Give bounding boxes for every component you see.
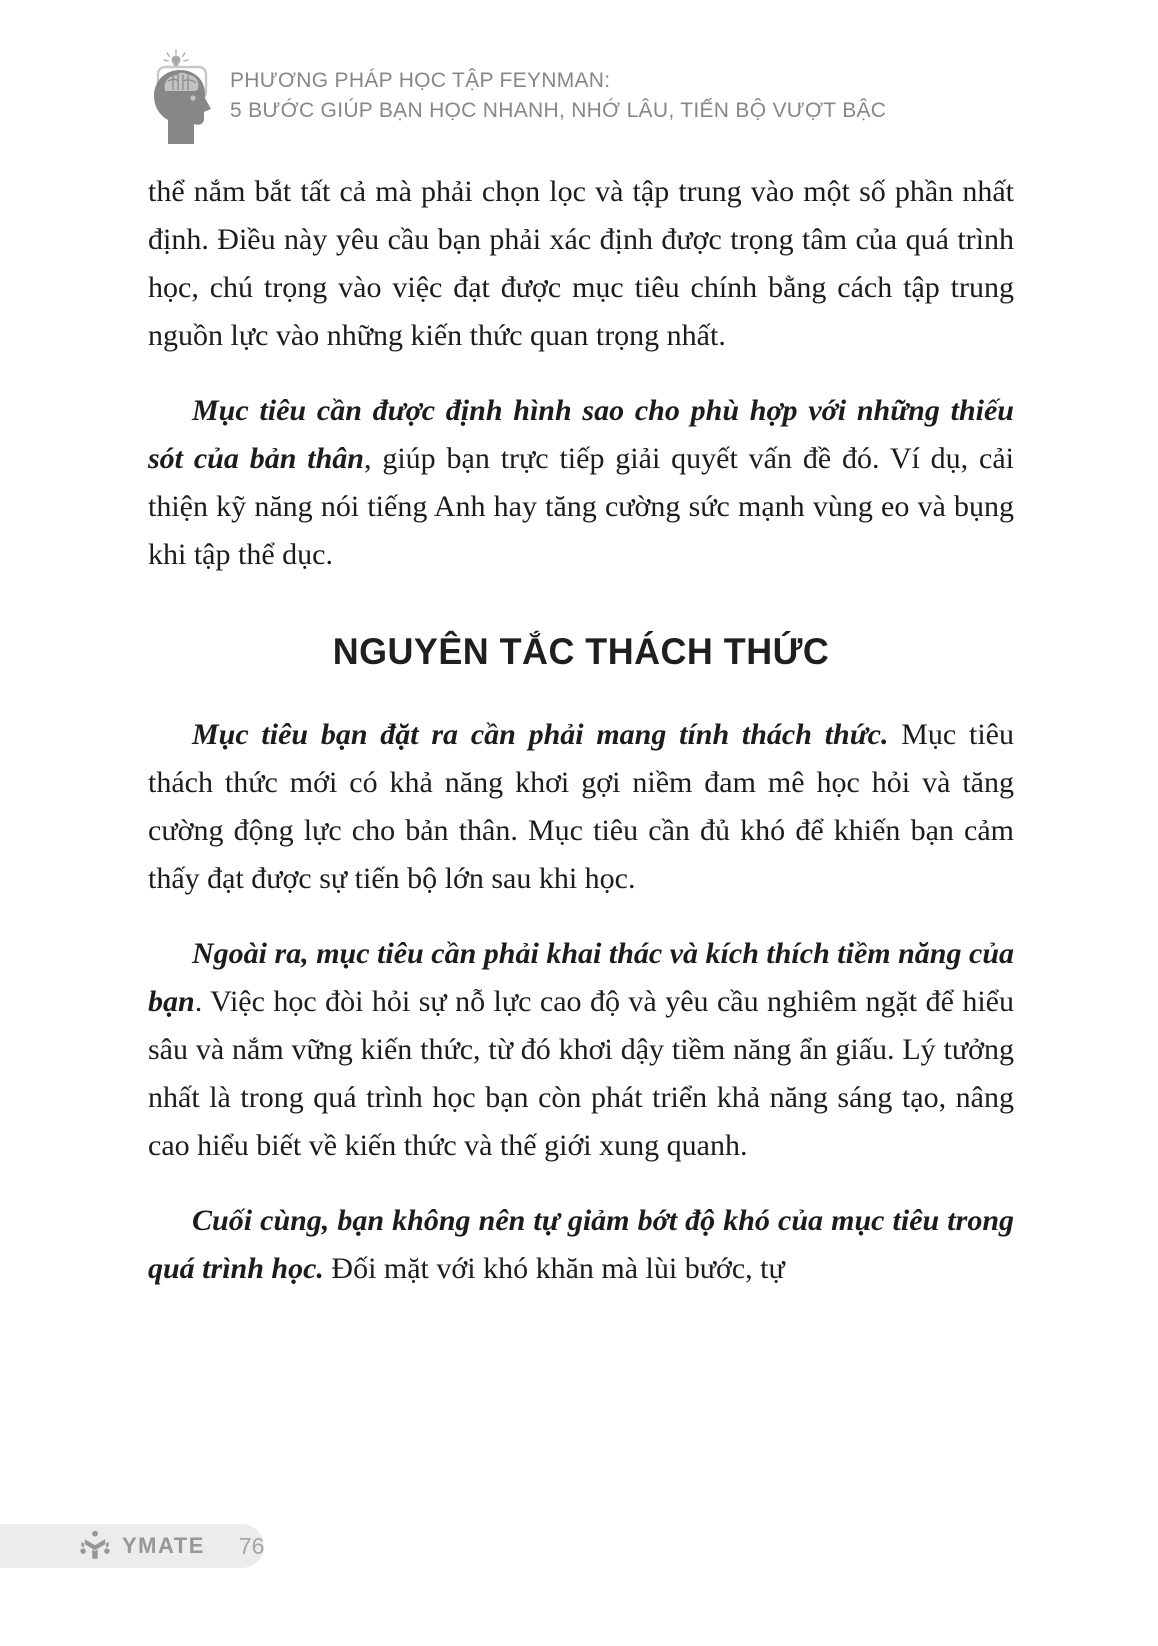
paragraph-3-lead: Mục tiêu bạn đặt ra cần phải mang tính thách thức. [192,718,889,751]
paragraph-4 [148,930,1014,1170]
paragraph-5-lead: Cuối cùng, bạn không nên tự giảm bớt độ khó của mục tiêu trong quá trình học. [148,1204,1014,1285]
paragraph-2-rest: , giúp bạn trực tiếp giải quyết vấn đề đó. Ví dụ, cải thiện kỹ năng nói tiếng Anh hay tăng cường sức mạnh vùng eo và bụng khi tập thể dục. [148,442,1014,571]
paragraph-3-rest: Mục tiêu thách thức mới có khả năng khơi gợi niềm đam mê học hỏi và tăng cường động lực cho bản thân. Mục tiêu cần đủ khó để khiến bạn cảm thấy đạt được sự tiến bộ lớn sau khi học. [148,718,1014,895]
paragraph-4-rest: . Việc học đòi hỏi sự nỗ lực cao độ và yêu cầu nghiêm ngặt để hiểu sâu và nắm vững kiến thức, từ đó khơi dậy tiềm năng ẩn giấu. Lý tưởng nhất là trong quá trình học bạn còn phát triển khả năng sáng tạo, nâng cao hiểu biết về kiến thức và thế giới xung quanh. [148,985,1014,1162]
book-title [230,66,886,126]
book-title-line1: PHƯƠNG PHÁP HỌC TẬP FEYNMAN: [230,69,611,92]
page-header [138,48,886,144]
footer-brand-label: YMATE [122,1533,205,1558]
paragraph-2-lead: Mục tiêu cần được định hình sao cho phù hợp với những thiếu sót của bản thân [148,394,1014,475]
page-body [148,168,1014,1320]
paragraph-3 [148,711,1014,903]
feynman-head-brain-bulb-icon [138,48,216,144]
paragraph-5-rest: Đối mặt với khó khăn mà lùi bước, tự [323,1252,785,1285]
footer-page-badge [0,1524,264,1568]
ymate-brand-icon [78,1529,112,1563]
page-number: 76 [238,1532,265,1559]
paragraph-2 [148,387,1014,579]
section-heading: NGUYÊN TẮC THÁCH THỨC [332,631,830,672]
paragraph-5 [148,1197,1014,1293]
paragraph-1 [148,168,1014,360]
paragraph-4-lead: Ngoài ra, mục tiêu cần phải khai thác và kích thích tiềm năng của bạn [148,937,1014,1018]
book-title-line2: 5 BƯỚC GIÚP BẠN HỌC NHANH, NHỚ LÂU, TIẾN BỘ VƯỢT BẬC [230,99,887,122]
paragraph-1-text: thể nắm bắt tất cả mà phải chọn lọc và tập trung vào một số phần nhất định. Điều này yêu cầu bạn phải xác định được trọng tâm của quá trình học, chú trọng vào việc đạt được mục tiêu chính bằng cách tập trung nguồn lực vào những kiến thức quan trọng nhất. [148,175,1014,352]
